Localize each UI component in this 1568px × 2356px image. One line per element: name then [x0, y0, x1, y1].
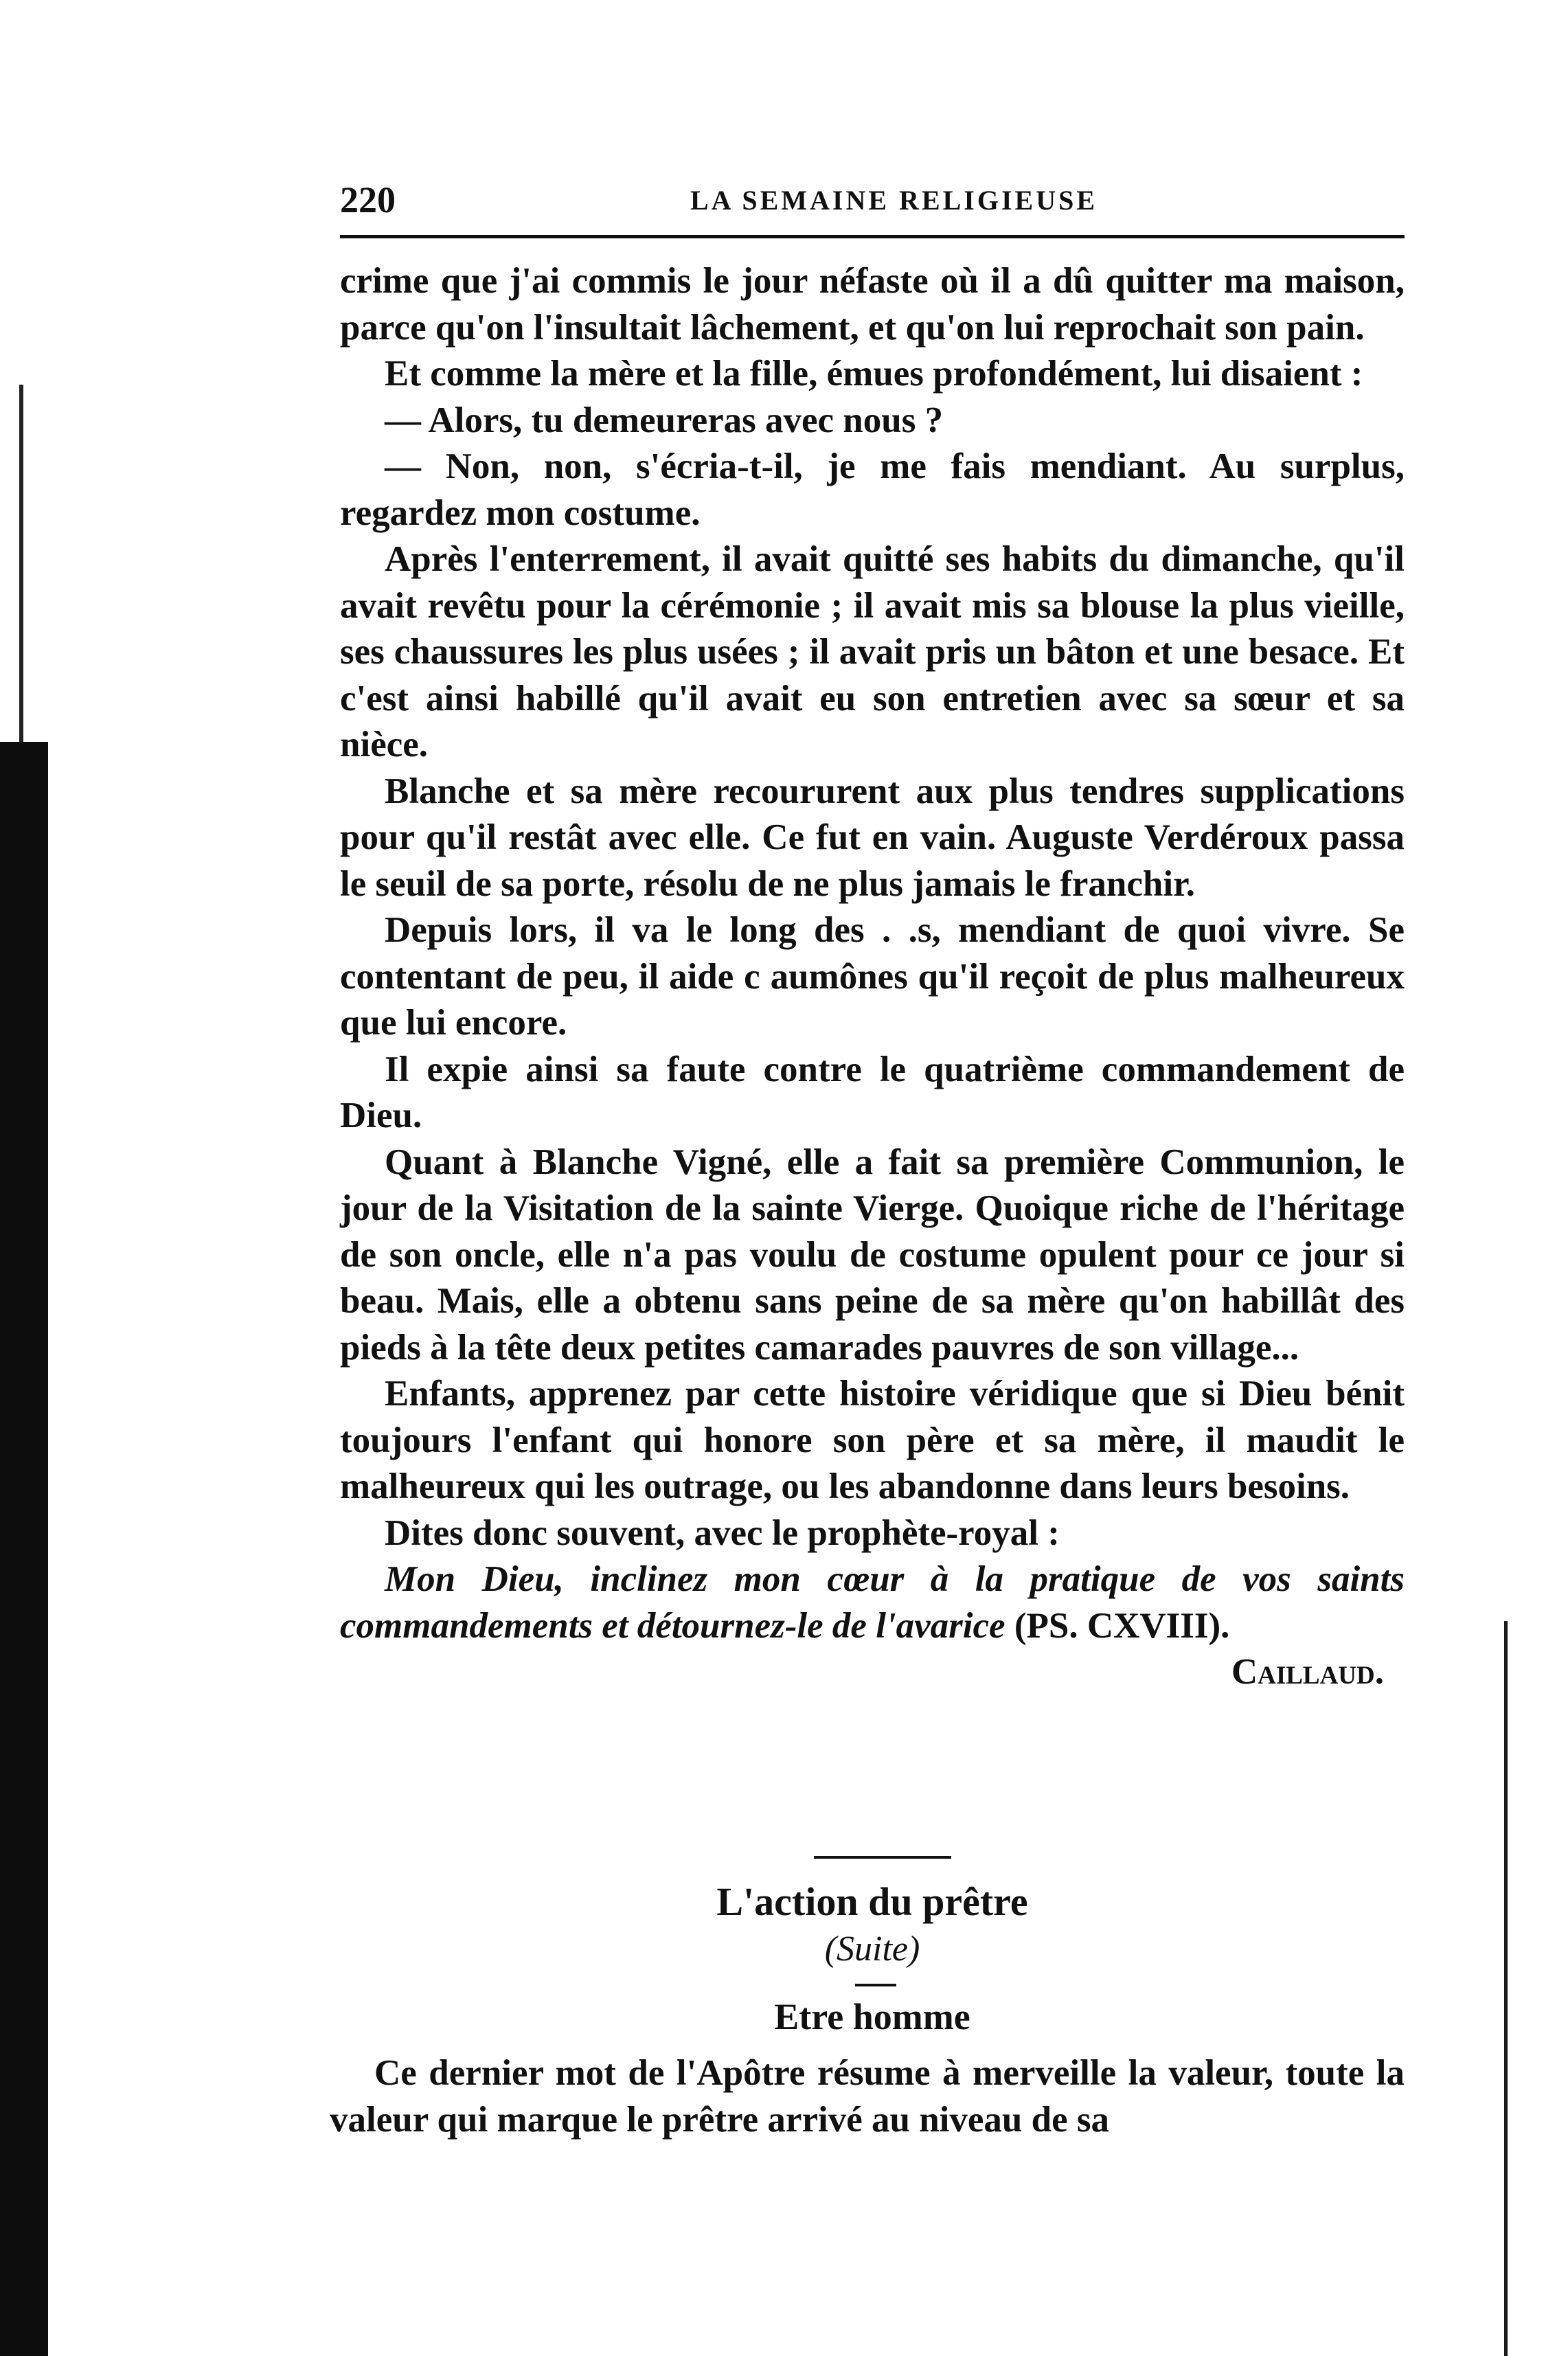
section-title: L'action du prêtre	[716, 1879, 1028, 1924]
section-subtitle: (Suite)	[824, 1929, 920, 1969]
subheading-divider	[855, 1984, 896, 1986]
paragraph: — Non, non, s'écria-t-il, je me fais mendiant. Au surplus, regardez mon costume.	[340, 446, 1405, 533]
paragraph: Ce dernier mot de l'Apôtre résume à merveille la valeur, toute la valeur qui marque le prêtre arrivé au niveau de sa	[330, 2053, 1405, 2140]
page-header	[340, 179, 1405, 234]
scripture-quote	[340, 1556, 1405, 1649]
running-title: LA SEMAINE RELIGIEUSE	[690, 185, 1098, 216]
quote-text: Mon Dieu, inclinez mon cœur à la pratique de vos saints commandements et détournez-le de l'avarice	[340, 1559, 1405, 1646]
section-body	[330, 2050, 1405, 2143]
article-body	[340, 258, 1405, 1696]
paragraph: Dites donc souvent, avec le prophète-royal :	[385, 1513, 1060, 1553]
page-number: 220	[340, 179, 396, 220]
header-rule	[340, 235, 1405, 238]
author-signature: Caillaud.	[1231, 1652, 1384, 1692]
paragraph: Après l'enterrement, il avait quitté ses habits du dimanche, qu'il avait revêtu pour la cérémonie ; il avait mis sa blouse la plus vieille, ses chaussures les plus usées ; il avait pris un bâton et une besace. Et c'est ainsi habillé qu'il avait eu son entretien avec sa sœur et sa nièce.	[340, 539, 1405, 764]
paragraph: crime que j'ai commis le jour néfaste où il a dû quitter ma maison, parce qu'on l'insultait lâchement, et qu'on lui reprochait son pain.	[340, 261, 1405, 348]
paragraph: Et comme la mère et la fille, émues profondément, lui disaient :	[385, 354, 1363, 394]
quote-reference: (PS. CXVIII).	[1014, 1605, 1230, 1646]
scan-edge-mark	[19, 385, 23, 742]
paragraph: Quant à Blanche Vigné, elle a fait sa première Communion, le jour de la Visitation de la sainte Vierge. Quoique riche de l'héritage de son oncle, elle n'a pas voulu de costume opulent pour ce jour si beau. Mais, elle a obtenu sans peine de sa mère qu'on habillât des pieds à la tête deux petites camarades pauvres de son village...	[340, 1142, 1405, 1368]
paragraph: Depuis lors, il va le long des . .s, mendiant de quoi vivre. Se contentant de peu, il aide c aumônes qu'il reçoit de plus malheureux que lui encore.	[340, 910, 1405, 1043]
scan-left-border	[0, 742, 48, 2356]
paragraph: Enfants, apprenez par cette histoire véridique que si Dieu bénit toujours l'enfant qui honore son père et sa mère, il maudit le malheureux qui les outrage, ou les abandonne dans leurs besoins.	[340, 1374, 1405, 1506]
paragraph: Il expie ainsi sa faute contre le quatrième commandement de Dieu.	[340, 1049, 1405, 1135]
paragraph: Blanche et sa mère recoururent aux plus tendres supplications pour qu'il restât avec elle. Ce fut en vain. Auguste Verdéroux passa le seuil de sa porte, résolu de ne plus jamais le franchir.	[340, 771, 1405, 904]
section-divider	[814, 1856, 951, 1859]
section-subheading: Etre homme	[774, 1996, 970, 2037]
paragraph: — Alors, tu demeureras avec nous ?	[385, 400, 944, 440]
scan-right-border	[1504, 1621, 1508, 2356]
